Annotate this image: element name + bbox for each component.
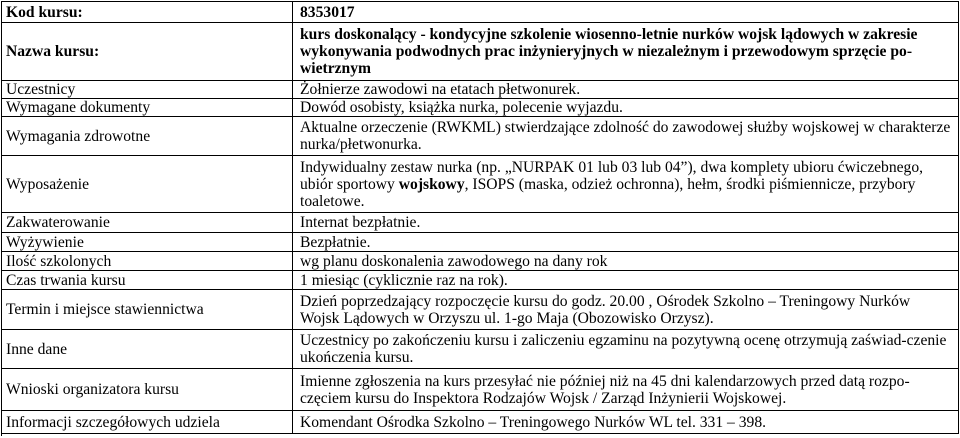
label-meals: Wyżywienie xyxy=(2,233,293,251)
row-required-documents xyxy=(2,99,959,117)
value-organizer-requests xyxy=(293,369,959,410)
label-organizer-requests: Wnioski organizatora kursu xyxy=(2,369,293,410)
label-course-code: Kod kursu: xyxy=(2,2,293,22)
value-meals: Bezpłatnie. xyxy=(293,233,959,251)
equipment-text xyxy=(300,159,952,210)
label-participants: Uczestnicy xyxy=(2,81,293,98)
organizer-requests-text: Imienne zgłoszenia na kurs przesyłać nie później niż na 45 dni kalendarzowych przed datą rozpo-częciem kursu do Inspektora Rodzajów Wojsk / Zarząd Inżynierii Wojskowej. xyxy=(300,372,910,407)
label-equipment: Wyposażenie xyxy=(2,156,293,212)
label-other-info: Inne dane xyxy=(2,330,293,368)
equipment-text-part-2: , ISOPS (maska, odzież ochronna), hełm, środki piśmiennicze, przybory toaletowe. xyxy=(300,175,916,210)
row-course-duration xyxy=(2,271,959,290)
date-and-place-text: Dzień poprzedzający rozpoczęcie kursu do godz. 20.00 , Ośrodek Szkolno – Treningowy Nurków Wojsk Lądowych w Orzyszu ul. 1-go Maja (Obozowisko Orzysz). xyxy=(300,292,911,327)
row-course-code xyxy=(2,2,959,23)
row-organizer-requests xyxy=(2,369,959,411)
health-requirements-text: Aktualne orzeczenie (RWKML) stwierdzające zdolność do zawodowej służby wojskowej w charakterze nurka/płetwonurka. xyxy=(300,119,951,153)
label-accommodation: Zakwaterowanie xyxy=(2,213,293,232)
equipment-text-bold: wojskowy xyxy=(398,175,465,193)
value-health-requirements xyxy=(293,117,959,155)
row-date-and-place xyxy=(2,290,959,330)
value-participants: Żołnierze zawodowi na etatach płetwonurek. xyxy=(293,81,959,98)
row-health-requirements xyxy=(2,117,959,156)
label-date-and-place: Termin i miejsce stawiennictwa xyxy=(2,290,293,329)
row-accommodation xyxy=(2,213,959,233)
equipment-text-part-1: Indywidualny zestaw nurka (np. „NURPAK 01 lub 03 lub 04”), dwa komplety ubioru ćwiczebnego, ubiór sportowy xyxy=(300,158,924,193)
value-course-name xyxy=(293,23,959,80)
label-contact-details: Informacji szczegółowych udziela xyxy=(2,411,293,433)
row-other-info xyxy=(2,330,959,369)
other-info-text: Uczestnicy po zakończeniu kursu i zaliczeniu egzaminu na pozytywną ocenę otrzymują zaświad-czenie ukończenia kursu. xyxy=(300,332,947,366)
row-equipment xyxy=(2,156,959,213)
value-course-duration: 1 miesiąc (cyklicznie raz na rok). xyxy=(293,271,959,289)
row-trainee-count xyxy=(2,252,959,271)
course-name-text: kurs doskonalący - kondycyjne szkolenie wiosenno-letnie nurków wojsk lądowych w zakresie wykonywania podwodnych prac inżynieryjnych w niezależnym i przewodowym sprzęcie po-wietrznym xyxy=(300,26,918,77)
row-contact-details xyxy=(2,411,959,434)
value-trainee-count: wg planu doskonalenia zawodowego na dany rok xyxy=(293,252,959,270)
label-course-name: Nazwa kursu: xyxy=(2,23,293,80)
value-equipment xyxy=(293,156,959,212)
label-course-duration: Czas trwania kursu xyxy=(2,271,293,289)
value-date-and-place xyxy=(293,290,959,329)
value-other-info xyxy=(293,330,959,368)
row-course-name xyxy=(2,23,959,81)
course-info-table xyxy=(1,1,959,436)
label-trainee-count: Ilość szkolonych xyxy=(2,252,293,270)
label-health-requirements: Wymagania zdrowotne xyxy=(2,117,293,155)
value-contact-details: Komendant Ośrodka Szkolno – Treningowego Nurków WL tel. 331 – 398. xyxy=(293,411,959,433)
value-course-code: 8353017 xyxy=(293,2,959,22)
value-accommodation: Internat bezpłatnie. xyxy=(293,213,959,232)
row-participants xyxy=(2,81,959,99)
row-meals xyxy=(2,233,959,252)
label-required-documents: Wymagane dokumenty xyxy=(2,99,293,116)
value-required-documents: Dowód osobisty, książka nurka, polecenie wyjazdu. xyxy=(293,99,959,116)
